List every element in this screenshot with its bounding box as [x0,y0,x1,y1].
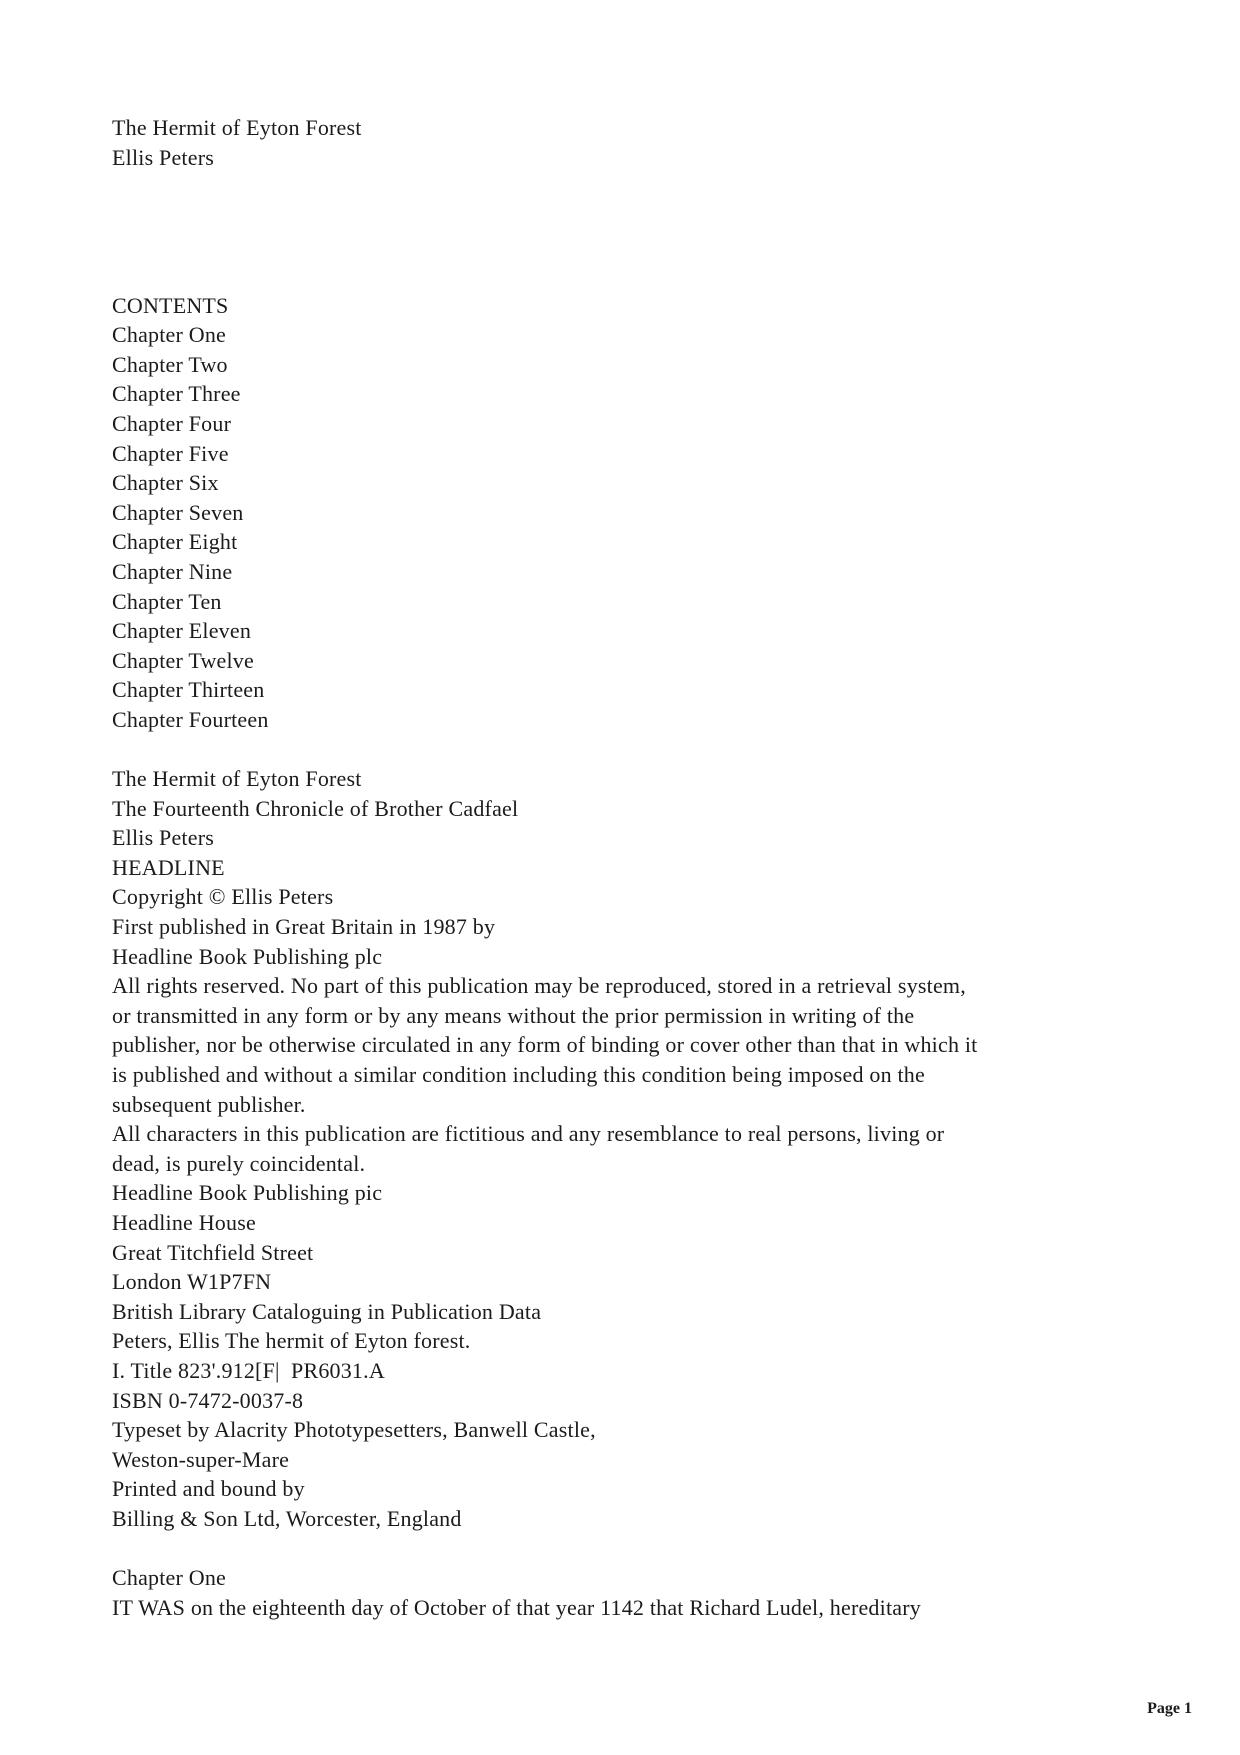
text-line: Chapter Eleven [112,618,252,644]
text-line: Chapter Eight [112,529,238,555]
text-line: London W1P7FN [112,1269,272,1295]
text-line: Chapter Nine [112,558,233,584]
text-line: Chapter Five [112,440,229,466]
title-block [112,113,1210,172]
text-line: Peters, Ellis The hermit of Eyton forest. [112,1328,471,1354]
text-line: Chapter Ten [112,588,222,614]
text-line: Headline Book Publishing plc [112,943,383,969]
text-line: Chapter One [112,322,226,348]
text-line: Chapter Thirteen [112,677,265,703]
text-line: Copyright © Ellis Peters [112,884,334,910]
text-line: Printed and bound by [112,1476,305,1502]
text-line: subsequent publisher. [112,1091,306,1117]
text-line: I. Title 823'.912[F| PR6031.A [112,1357,385,1383]
text-line: All rights reserved. No part of this publication may be reproduced, stored in a retrieval system, [112,973,966,999]
text-line: dead, is purely coincidental. [112,1150,366,1176]
text-line: Chapter Twelve [112,647,254,673]
text-line: Weston-super-Mare [112,1446,290,1472]
text-line: The Hermit of Eyton Forest [112,766,362,792]
chapter-one-block [112,1563,1210,1622]
text-line: British Library Cataloguing in Publication Data [112,1298,542,1324]
page-number: Page 1 [1147,1700,1192,1717]
contents-block [112,291,1210,735]
text-line: First published in Great Britain in 1987 by [112,914,496,940]
text-line: Ellis Peters [112,825,215,851]
text-line: Chapter Fourteen [112,706,269,732]
text-line: Typeset by Alacrity Phototypesetters, Banwell Castle, [112,1417,596,1443]
text-line: Great Titchfield Street [112,1239,314,1265]
text-line: publisher, nor be otherwise circulated in any form of binding or cover other than that in which it [112,1032,978,1058]
text-line: The Fourteenth Chronicle of Brother Cadfael [112,795,519,821]
text-line: Chapter Seven [112,499,244,525]
text-line: Chapter Three [112,381,241,407]
text-line: CONTENTS [112,292,229,318]
text-line: Ellis Peters [112,144,215,170]
text-line: Headline House [112,1209,256,1235]
text-line: HEADLINE [112,854,225,880]
imprint-block [112,764,1210,1533]
text-line: Chapter Two [112,351,228,377]
text-line: or transmitted in any form or by any means without the prior permission in writing of the [112,1002,915,1028]
text-line: Chapter One [112,1565,226,1591]
text-line: Billing & Son Ltd, Worcester, England [112,1505,462,1531]
text-line: ISBN 0-7472-0037-8 [112,1387,304,1413]
text-line: Chapter Six [112,470,219,496]
text-line: The Hermit of Eyton Forest [112,115,362,140]
text-line: IT WAS on the eighteenth day of October of that year 1142 that Richard Ludel, hereditary [112,1594,921,1620]
text-line: is published and without a similar condition including this condition being imposed on the [112,1062,925,1088]
text-line: Chapter Four [112,410,232,436]
text-line: Headline Book Publishing pic [112,1180,383,1206]
text-line: All characters in this publication are fictitious and any resemblance to real persons, living or [112,1121,945,1147]
text-flow [112,113,1210,1622]
